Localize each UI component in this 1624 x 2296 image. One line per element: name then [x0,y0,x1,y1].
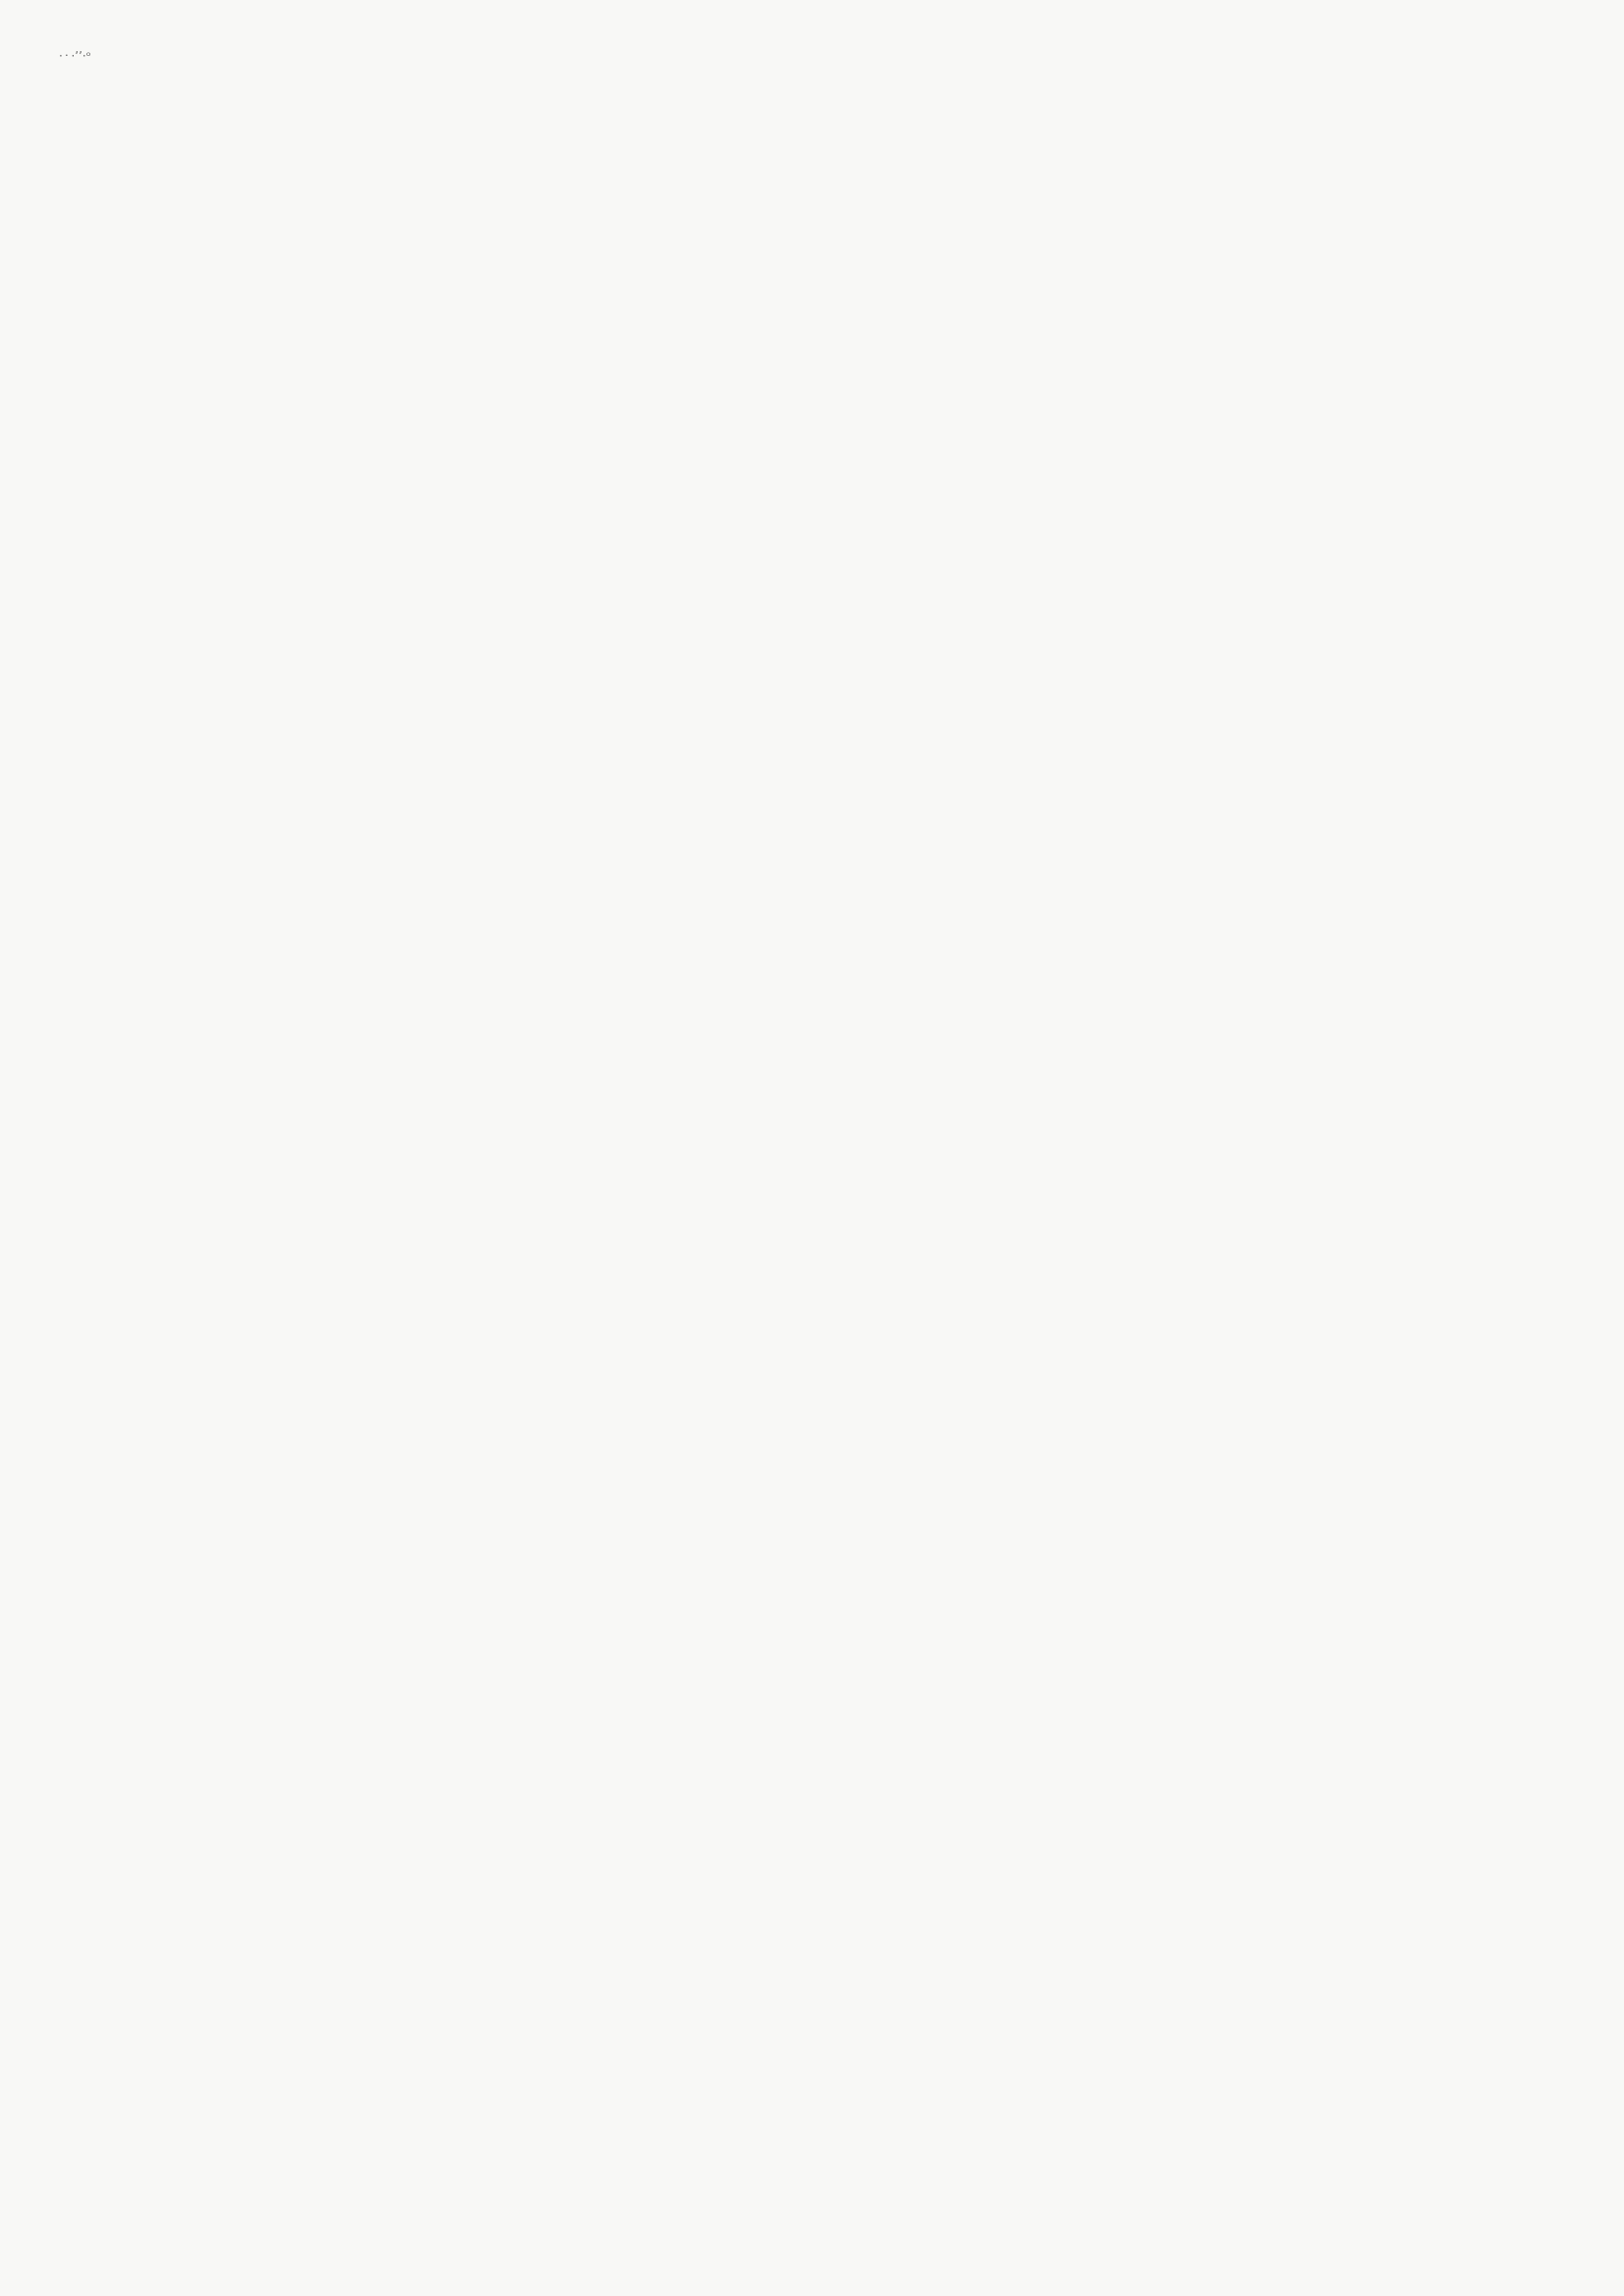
corner-smudge: ·᠂ ·ʼʼ·ᵒ [59,49,92,63]
